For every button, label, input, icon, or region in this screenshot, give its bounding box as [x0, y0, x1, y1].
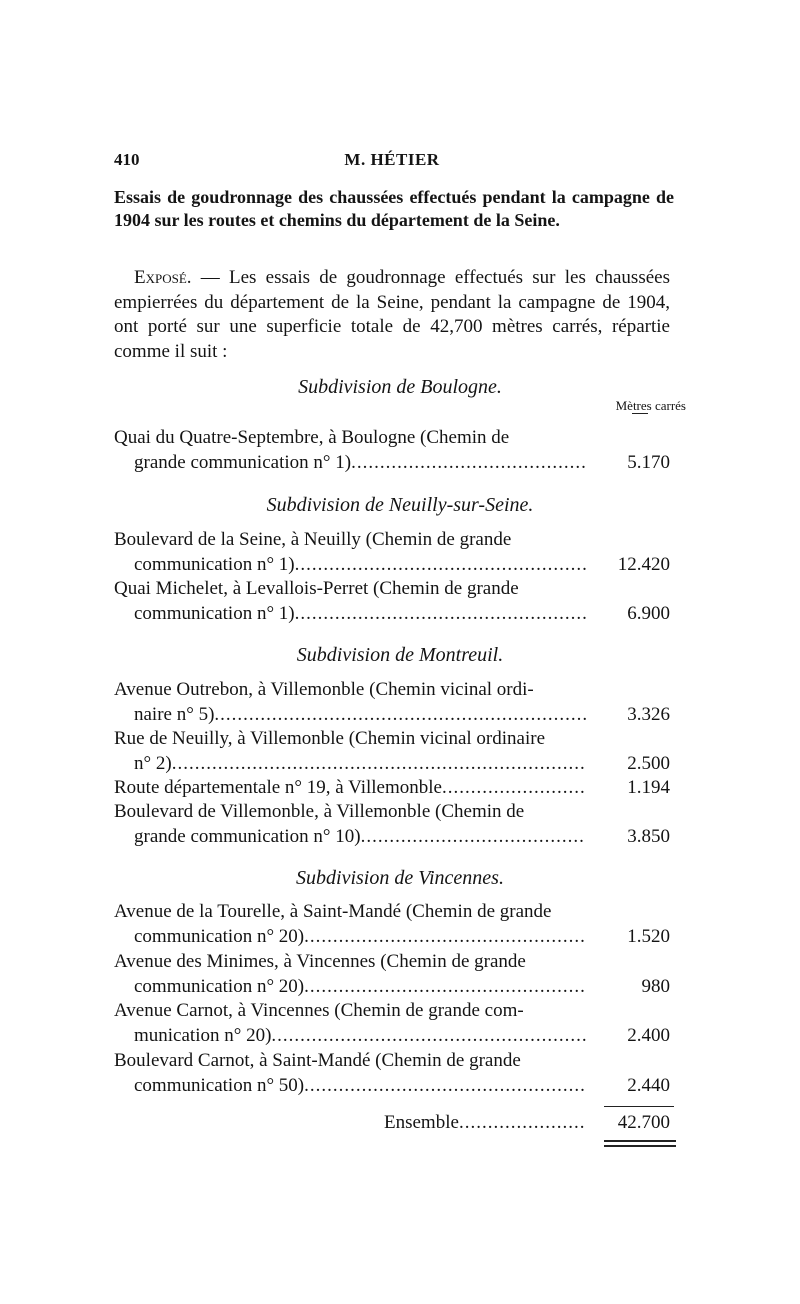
entry-text: communication n° 20)	[134, 925, 305, 947]
entry-text: Boulevard de la Seine, à Neuilly (Chemin de grande	[114, 529, 512, 550]
entry-text: Quai du Quatre-Septembre, à Boulogne (Chemin de	[114, 427, 510, 448]
entry-value: 2.500	[627, 752, 670, 774]
entry-text: Quai Michelet, à Levallois-Perret (Chemin de grande	[114, 578, 519, 599]
section-title-boulogne: Subdivision de Boulogne.	[298, 376, 502, 398]
entry-text: Route départementale n° 19, à Villemonble	[114, 777, 442, 798]
entry-value: 1.194	[627, 777, 670, 798]
entry-text: munication n° 20)	[134, 1024, 272, 1046]
entry-text: Avenue de la Tourelle, à Saint-Mandé (Chemin de grande	[114, 901, 552, 922]
page-number: 410	[114, 150, 140, 169]
dot-leader	[172, 752, 586, 777]
dot-leader	[442, 776, 586, 801]
entry-value: 12.420	[617, 553, 670, 575]
entry-text: Avenue des Minimes, à Vincennes (Chemin de grande	[114, 951, 526, 972]
section-title-montreuil: Subdivision de Montreuil.	[296, 644, 504, 666]
entry-value: 980	[641, 975, 670, 997]
entry-text: grande communication n° 10)	[134, 825, 361, 847]
dot-leader	[304, 1074, 586, 1099]
unit-dash	[632, 413, 648, 414]
entry-rue-de-neuilly	[114, 727, 670, 776]
entry-boulevard-carnot	[114, 1049, 670, 1098]
section-title-vincennes: Subdivision de Vincennes.	[296, 867, 504, 889]
section-title-neuilly: Subdivision de Neuilly-sur-Seine.	[266, 494, 534, 516]
dot-leader	[304, 975, 586, 1000]
intro-text: — Les essais de goudronnage effectués sur les chaussées empierrées du département de la Seine, pendant la campagne de 1904, ont porté sur une superficie totale de 42,700 mètres carrés, répartie comme il suit :	[114, 267, 670, 362]
entry-value: 3.850	[627, 825, 670, 847]
dot-leader	[295, 553, 586, 578]
total-value: 42.700	[617, 1112, 670, 1133]
entry-text: Avenue Carnot, à Vincennes (Chemin de grande com-	[114, 1000, 524, 1021]
entry-value: 1.520	[627, 925, 670, 947]
entry-text: communication n° 1)	[134, 553, 295, 575]
entry-text: Boulevard de Villemonble, à Villemonble (Chemin de	[114, 801, 525, 822]
entry-avenue-carnot	[114, 999, 670, 1048]
entry-avenue-outrebon	[114, 678, 670, 727]
dot-leader	[351, 451, 586, 476]
entry-text: Avenue Outrebon, à Villemonble (Chemin vicinal ordi-	[114, 679, 534, 700]
running-head	[114, 150, 670, 174]
dot-leader	[304, 925, 586, 950]
entry-text: communication n° 1)	[134, 602, 295, 624]
entry-text: Rue de Neuilly, à Villemonble (Chemin vicinal ordinaire	[114, 728, 545, 749]
running-title: M. HÉTIER	[344, 150, 440, 169]
entry-text: naire n° 5)	[134, 703, 215, 725]
dot-leader	[295, 602, 586, 627]
entry-text: Boulevard Carnot, à Saint-Mandé (Chemin de grande	[114, 1050, 521, 1071]
total-label: Ensemble	[384, 1112, 459, 1133]
total-double-rule	[604, 1140, 676, 1147]
entry-quai-michelet	[114, 577, 670, 626]
entry-value: 3.326	[627, 703, 670, 725]
entry-boulevard-de-la-seine	[114, 528, 670, 577]
entry-text: communication n° 20)	[134, 975, 305, 997]
entry-route-departementale-19	[114, 776, 670, 801]
entry-boulevard-de-villemonble	[114, 800, 670, 849]
intro-paragraph	[114, 266, 670, 364]
entry-value: 6.900	[627, 602, 670, 624]
article-heading: Essais de goudronnage des chaussées effectués pendant la campagne de 1904 sur les routes et chemins du département de la Seine.	[114, 187, 674, 230]
total-line	[300, 1110, 670, 1135]
dot-leader	[214, 703, 586, 728]
entry-text: n° 2)	[134, 752, 172, 774]
entry-value: 2.440	[627, 1074, 670, 1096]
total-rule	[604, 1106, 674, 1107]
entry-avenue-des-minimes	[114, 950, 670, 999]
dot-leader	[271, 1024, 586, 1049]
entry-text: grande communication n° 1)	[134, 451, 352, 473]
entry-value: 5.170	[627, 451, 670, 473]
entry-quai-quatre-septembre	[114, 426, 670, 475]
expose-label: Exposé.	[134, 267, 192, 288]
entry-value: 2.400	[627, 1024, 670, 1046]
dot-leader	[459, 1110, 586, 1135]
entry-avenue-de-la-tourelle	[114, 900, 670, 949]
dot-leader	[361, 825, 586, 850]
unit-header: Mètres carrés	[615, 398, 686, 413]
entry-text: communication n° 50)	[134, 1074, 305, 1096]
